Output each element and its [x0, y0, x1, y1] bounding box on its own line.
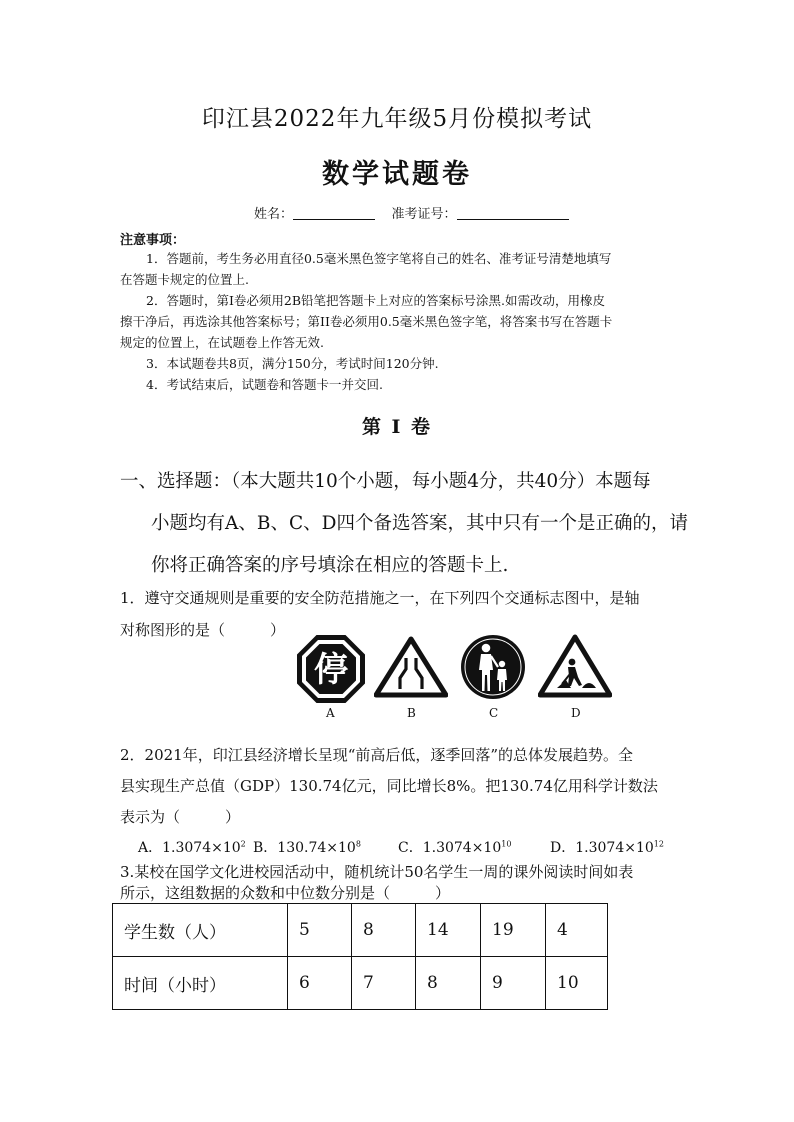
stop-sign-icon [296, 634, 366, 704]
id-label: 准考证号： [391, 207, 457, 222]
question-2-text: 2．2021年，印江县经济增长呈现“前高后低，逐季回落”的总体发展趋势。全 [120, 746, 634, 764]
section-instruction: 小题均有A、B、C、D四个备选答案，其中只有一个是正确的，请 [151, 513, 688, 534]
table-cell: 4 [546, 904, 608, 957]
option-label: B． [253, 840, 278, 856]
option-value: 1.3074×10 [162, 840, 241, 856]
road-works-sign-icon [538, 634, 612, 698]
table-cell: 6 [288, 957, 352, 1010]
pedestrian-sign-icon [460, 634, 526, 700]
table-cell: 19 [481, 904, 546, 957]
section-instruction: 你将正确答案的序号填涂在相应的答题卡上. [151, 555, 509, 576]
table-cell: 8 [352, 904, 416, 957]
q2-option-a[interactable] [138, 837, 246, 857]
notice-line: 3．本试题卷共8页，满分150分，考试时间120分钟. [146, 356, 439, 371]
notice-line: 2．答题时，第I卷必须用2B铅笔把答题卡上对应的答案标号涂黑.如需改动，用橡皮 [146, 293, 606, 308]
q2-option-c[interactable] [398, 837, 511, 857]
volume-title: 第 I 卷 [361, 416, 433, 438]
sign-label-a: A [326, 706, 335, 720]
table-cell: 9 [481, 957, 546, 1010]
question-1-text: 1．遵守交通规则是重要的安全防范措施之一，在下列四个交通标志图中，是轴 [120, 589, 640, 607]
option-value: 130.74×10 [277, 840, 356, 856]
notice-line: 4．考试结束后，试题卷和答题卡一并交回. [146, 377, 383, 392]
sign-label-b: B [407, 706, 416, 720]
option-label: A． [138, 840, 163, 856]
name-blank [293, 206, 375, 220]
option-label: D． [550, 840, 576, 856]
table-cell: 7 [352, 957, 416, 1010]
exam-title: 印江县2022年九年级5月份模拟考试 [201, 106, 593, 132]
table-cell: 5 [288, 904, 352, 957]
section-instruction: 一、选择题：（本大题共10个小题，每小题4分，共40分）本题每 [120, 471, 651, 492]
sign-label-c: C [489, 706, 499, 720]
table-cell: 10 [546, 957, 608, 1010]
paper-title: 数学试题卷 [322, 159, 472, 190]
row-header: 学生数（人） [113, 904, 288, 957]
table-row [113, 957, 608, 1010]
option-label: C． [398, 840, 423, 856]
row-header: 时间（小时） [113, 957, 288, 1010]
question-3-text: 所示，这组数据的众数和中位数分别是（ ） [120, 884, 451, 902]
notice-title: 注意事项： [120, 233, 186, 248]
q2-option-b[interactable] [253, 837, 361, 857]
road-narrows-sign-icon [374, 636, 448, 698]
option-exponent: 2 [240, 839, 246, 849]
option-value: 1.3074×10 [422, 840, 502, 856]
stop-sign-text: 停 [314, 650, 348, 690]
option-exponent: 10 [501, 839, 512, 849]
notice-line: 规定的位置上，在试题卷上作答无效. [120, 335, 324, 350]
option-exponent: 12 [653, 839, 664, 849]
table-cell: 14 [416, 904, 481, 957]
option-value: 1.3074×10 [575, 840, 654, 856]
identity-line [254, 203, 569, 222]
q2-option-d[interactable] [550, 837, 664, 857]
reading-time-table [112, 903, 608, 1010]
question-1-text: 对称图形的是（ ） [120, 621, 286, 639]
notice-line: 在答题卡规定的位置上. [120, 272, 249, 287]
notice-line: 擦干净后，再选涂其他答案标号；第II卷必须用0.5毫米黑色签字笔，将答案书写在答题卡 [120, 314, 613, 329]
question-2-text: 县实现生产总值（GDP）130.74亿元，同比增长8%。把130.74亿用科学计数法 [120, 777, 658, 795]
question-3-text: 3.某校在国学文化进校园活动中，随机统计50名学生一周的课外阅读时间如表 [120, 863, 634, 881]
table-row [113, 904, 608, 957]
id-blank [457, 206, 569, 220]
notice-line: 1．答题前，考生务必用直径0.5毫米黑色签字笔将自己的姓名、准考证号清楚地填写 [146, 251, 612, 266]
table-cell: 8 [416, 957, 481, 1010]
question-2-text: 表示为（ ） [120, 808, 241, 826]
sign-label-d: D [571, 706, 581, 720]
option-exponent: 8 [355, 839, 361, 849]
name-label: 姓名： [254, 207, 294, 222]
